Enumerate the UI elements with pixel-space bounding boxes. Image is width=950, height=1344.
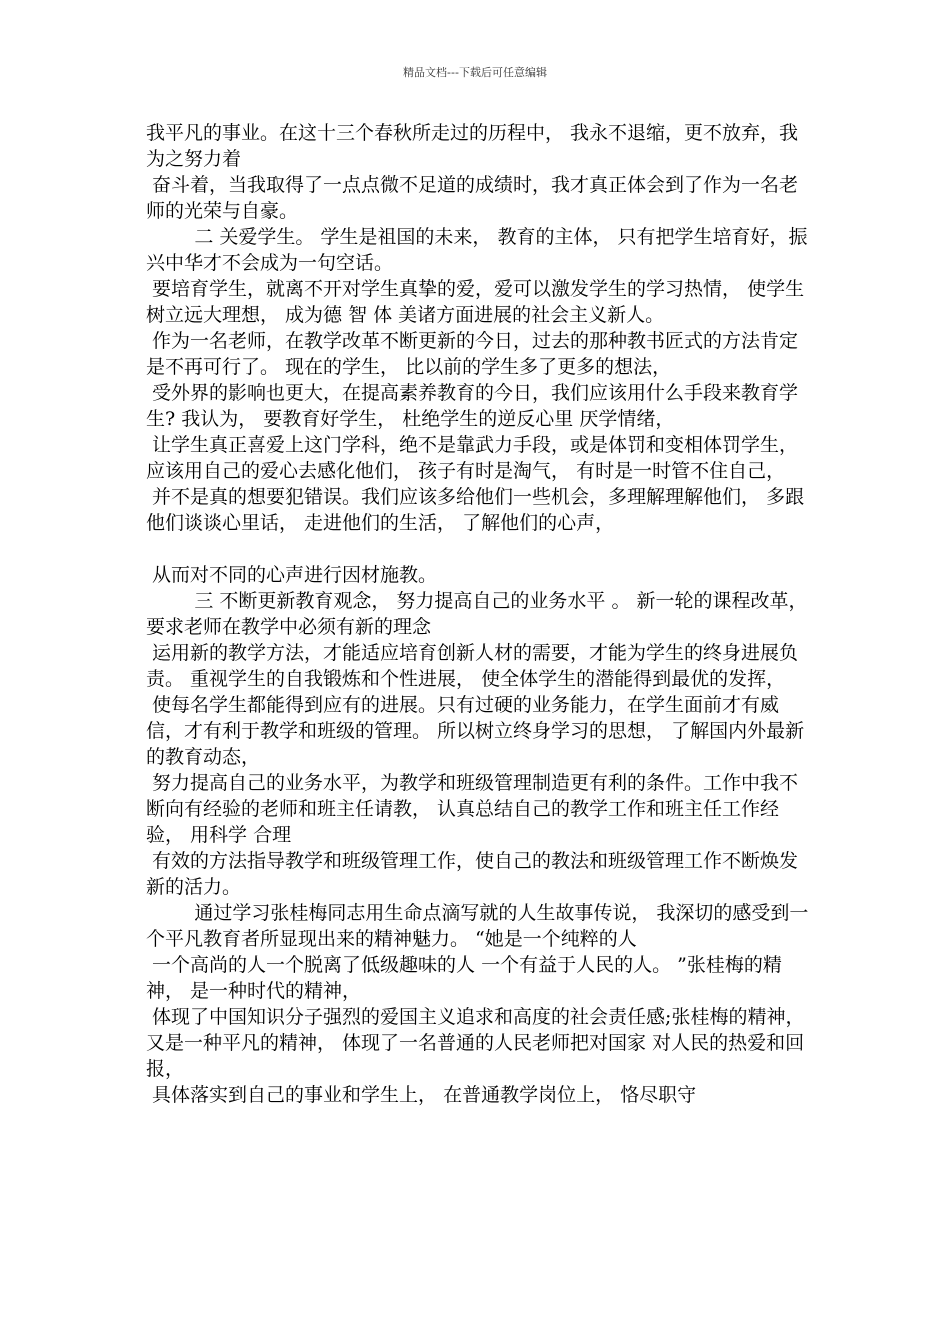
paragraph: 并不是真的想要犯错误。我们应该多给他们一些机会，多理解理解他们， 多跟他们谈谈心里话， 走进他们的生活， 了解他们的心声，: [146, 486, 805, 534]
page-header: 精品文档---下载后可任意编辑: [403, 66, 547, 79]
paragraph: 三 不断更新教育观念， 努力提高自己的业务水平 。 新一轮的课程改革， 要求老师在教学中必须有新的理念: [146, 590, 814, 638]
paragraph: 使每名学生都能得到应有的进展。只有过硬的业务能力，在学生面前才有威信，才有利于教学和班级的管理。 所以树立终身学习的思想， 了解国内外最新的教育动态，: [146, 694, 805, 768]
paragraph: 让学生真正喜爱上这门学科，绝不是靠武力手段，或是体罚和变相体罚学生， 应该用自己的爱心去感化他们， 孩子有时是淘气， 有时是一时管不住自己，: [146, 434, 805, 482]
paragraph-gap: [146, 536, 812, 562]
paragraph: 二 关爱学生。 学生是祖国的未来， 教育的主体， 只有把学生培育好，振兴中华才不会成为一句空话。: [146, 226, 808, 274]
paragraph: 通过学习张桂梅同志用生命点滴写就的人生故事传说， 我深切的感受到一个平凡教育者所显现出来的精神魅力。 “她是一个纯粹的人: [146, 902, 809, 950]
paragraph: 一个高尚的人一个脱离了低级趣味的人 一个有益于人民的人。 ”张桂梅的精神， 是一种时代的精神，: [146, 954, 782, 1002]
paragraph: 要培育学生，就离不开对学生真挚的爱，爱可以激发学生的学习热情， 使学生树立远大理想， 成为德 智 体 美诸方面进展的社会主义新人。: [146, 278, 805, 326]
paragraph: 运用新的教学方法，才能适应培育创新人材的需要，才能为学生的终身进展负责。 重视学生的自我锻炼和个性进展， 使全体学生的潜能得到最优的发挥，: [146, 642, 799, 690]
document-body: [146, 120, 812, 1108]
paragraph: 具体落实到自己的事业和学生上， 在普通教学岗位上， 恪尽职守: [146, 1084, 697, 1106]
paragraph: 体现了中国知识分子强烈的爱国主义追求和高度的社会责任感;张桂梅的精神，又是一种平凡的精神， 体现了一名普通的人民老师把对国家 对人民的热爱和回报，: [146, 1006, 805, 1080]
paragraph: 有效的方法指导教学和班级管理工作，使自己的教法和班级管理工作不断焕发新的活力。: [146, 850, 799, 898]
paragraph: 我平凡的事业。在这十三个春秋所走过的历程中， 我永不退缩，更不放弃，我为之努力着: [146, 122, 799, 170]
paragraph: 作为一名老师，在教学改革不断更新的今日，过去的那种教书匠式的方法肯定是不再可行了。 现在的学生， 比以前的学生多了更多的想法，: [146, 330, 799, 378]
paragraph: 受外界的影响也更大，在提高素养教育的今日，我们应该用什么手段来教育学生? 我认为， 要教育好学生， 杜绝学生的逆反心里 厌学情绪，: [146, 382, 799, 430]
paragraph: 从而对不同的心声进行因材施教。: [146, 564, 438, 586]
paragraph: 奋斗着，当我取得了一点点微不足道的成绩时，我才真正体会到了作为一名老师的光荣与自豪。: [146, 174, 799, 222]
paragraph: 努力提高自己的业务水平，为教学和班级管理制造更有利的条件。工作中我不断向有经验的老师和班主任请教， 认真总结自己的教学工作和班主任工作经验， 用科学 合理: [146, 772, 799, 846]
